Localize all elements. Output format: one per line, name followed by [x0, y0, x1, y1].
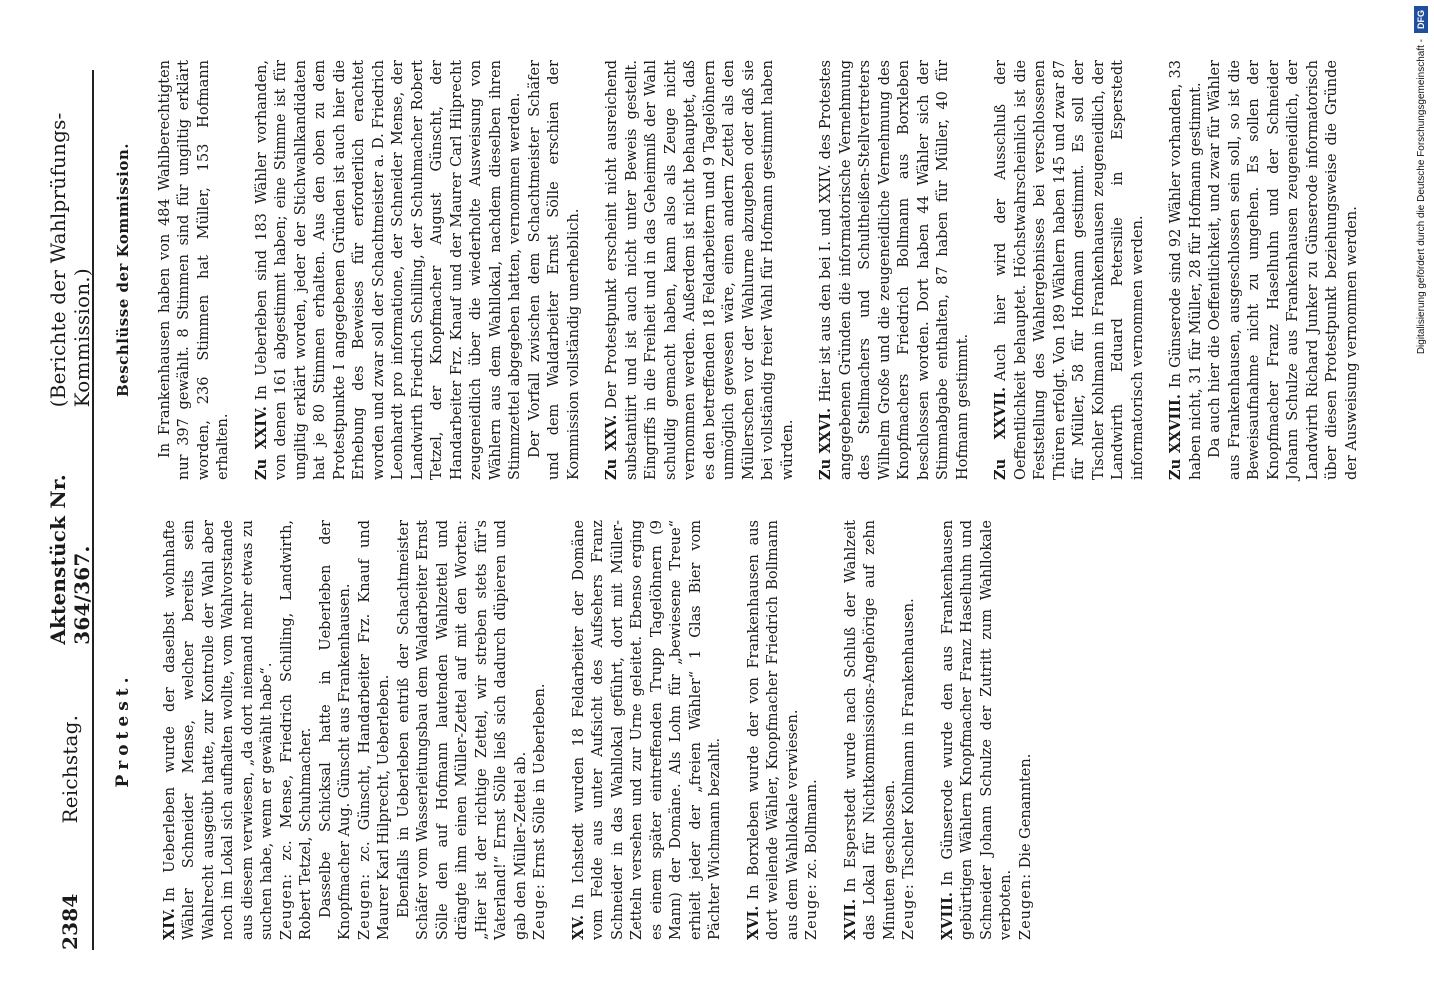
- entry-number: Zu XXV.: [603, 414, 620, 480]
- entry-text: Hier ist aus den bei I. und XXIV. des Protestes angegebenen Gründen die informatorische Vernehmung des Stellmachers und Schultheißen-Stellvertreters Wilhelm Große und die zeugeneidliche Vernehmung des Knopfmachers Friedrich Bollmann aus Borxleben beschlossen worden. Dort haben 44 Wähler sich der Stimmabgabe enthalten, 87 haben für Müller, 40 für Hofmann gestimmt.: [818, 60, 971, 480]
- entry-text: Der Protestpunkt erscheint nicht ausreichend substantiirt und ist auch nicht unter Beweis gestellt. Eingriffs in die Freiheit und in das Geheimniß der Wahl schuldig gemacht haben, kann also als Zeuge nicht vernommen werden. Außerdem ist nicht behauptet, daß es den betreffenden 18 Feldarbeitern und 9 Tagelöhnern unmöglich gewesen wäre, einen andern Zettel als den Müllerschen vor der Wahlurne abzugeben oder daß sie bei vollständig freier Wahl für Hofmann gestimmt haben würden.: [604, 60, 796, 480]
- entry-text: Ebenfalls in Ueberleben entriß der Schachtmeister Schäfer vom Wasserleitungsbau dem Waldarbeiter Ernst Sölle den auf Hofmann lautenden Wahlzettel und drängte ihm einen Müller-Zettel auf mit den Worten: „Hier ist der richtige Zettel, wir streben stets für's Vaterland!“ Ernst Sölle ließ sich dadurch düpieren und gab den Müller-Zettel ab.: [395, 520, 529, 940]
- commission-column: [110, 60, 1380, 480]
- entry-number: XIV.: [160, 908, 178, 940]
- witness-text: Ernst Sölle in Ueberleben.: [532, 683, 548, 879]
- document-number: Aktenstück Nr. 364/367.: [46, 474, 94, 645]
- commission-entry-xxvii: [991, 60, 1148, 480]
- commission-entry-xxiv: [252, 60, 585, 480]
- entry-number: XVI.: [744, 905, 762, 940]
- dfg-attribution: [1412, 6, 1430, 986]
- witness-label: Zeugen:: [356, 872, 373, 940]
- entry-number: XVIII.: [938, 892, 956, 940]
- entry-text: Auch hier wird der Ausschluß der Oeffentlichkeit behauptet. Höchstwahrscheinlich ist die Feststellung des Wahlergebnisses bei verschlossenen Thüren erfolgt. Von 189 Wählern haben 145 und zwar 87 für Müller, 58 für Hofmann gestimmt. Es soll der Tischler Kohlmann in Frankenhausen zeugeneidlich, der Landwirth Eduard Petersilie in Esperstedt informatorisch vernommen werden.: [993, 59, 1146, 480]
- witness-text: zc. Günscht, Handarbeiter Frz. Knauf und Maurer Karl Hilprecht, Ueberleben.: [356, 519, 392, 940]
- page-number: 2384: [58, 893, 82, 950]
- entry-text: In Esperstedt wurde nach Schluß der Wahlzeit das Lokal für Nichtkommissions-Angehörige auf zehn Minuten geschlossen.: [842, 520, 898, 940]
- protest-entry-xviii: [938, 520, 1037, 940]
- entry-text: In Günserode wurde den aus Frankenhausen gebürtigen Wählern Knopfmacher Franz Haselhuhn und Schneider Johann Schulze der Zutritt zum Wahllokale verboten.: [939, 520, 1014, 940]
- attribution-text: Digitalisierung gefördert durch die Deutsche Forschungsgemeinschaft -: [1415, 39, 1427, 355]
- witness-label: Zeuge:: [532, 883, 548, 940]
- witness-label: Zeugen:: [278, 872, 295, 940]
- protest-entry-xvii: [841, 520, 920, 940]
- protest-title: Protest.: [113, 672, 133, 788]
- entry-text: In Günserode sind 92 Wähler vorhanden, 33 haben nicht, 31 für Müller, 28 für Hofmann gestimmt.: [1168, 59, 1204, 480]
- header-rule: [92, 70, 94, 950]
- commission-intro: [156, 60, 234, 480]
- protest-entry-xiv: [160, 520, 551, 940]
- entry-text: In Ichstedt wurden 18 Feldarbeiter der Domäne vom Felde aus unter Aufsicht des Aufsehers Franz Schneider in das Wahllokal geführt, dort mit Müller-Zetteln versehen und zur Urne geleitet. Ebenso erging es einem später eintreffenden Trupp Tagelöhnern (9 Mann) der Domäne. Als Lohn für „bewiesene Treue“ erhielt jeder der „freien Wähler“ 1 Glas Bier vom Pächter Wichmann bezahlt.: [570, 520, 723, 940]
- publication-name: Reichstag.: [58, 714, 82, 824]
- witness-label: Zeugen:: [1017, 872, 1034, 940]
- entry-text: Der Vorfall zwischen dem Schachtmeister Schäfer und dem Waldarbeiter Ernst Sölle erschien der Kommission vollständig unerheblich.: [526, 60, 582, 480]
- witness-label: Zeuge:: [901, 883, 917, 940]
- witness-label: Zeuge:: [804, 883, 820, 940]
- entry-number: XVII.: [841, 898, 859, 940]
- witness-text: zc. Mense, Friedrich Schilling, Landwirth, Robert Tetzel, Schuhmacher.: [278, 519, 314, 940]
- commission-title: Beschlüsse der Kommission.: [114, 143, 132, 397]
- entry-text: Dasselbe Schicksal hatte in Ueberleben der Knopfmacher Aug. Günscht aus Frankenhausen.: [317, 520, 353, 940]
- protest-column: [110, 520, 1054, 940]
- entry-text: In Frankenhausen haben von 484 Wahlberechtigten nur 397 gewählt. 8 Stimmen sind für ungiltig erklärt worden, 236 Stimmen hat Müller, 153 Hofmann erhalten.: [156, 60, 231, 480]
- entry-number: XV.: [569, 914, 587, 940]
- running-head: [46, 70, 94, 950]
- witness-text: Tischler Kohlmann in Frankenhausen.: [901, 598, 917, 879]
- entry-text: Da auch hier die Oeffentlichkeit, und zwar für Wähler aus Frankenhausen, ausgeschlossen sein soll, so ist die Beweisaufnahme nicht zu umgehen. Es sollen der Knopfmacher Franz Haselhuhn und der Schneider Johann Schulze aus Frankenhausen zeugeneidlich, der Landwirth Richard Junker zu Günserode informatorisch über diesen Protestpunkt beziehungsweise die Gründe der Ausweisung vernommen werden.: [1207, 60, 1360, 480]
- dfg-logo: DFG: [1414, 6, 1428, 33]
- commission-entry-xxv: [602, 60, 798, 480]
- entry-number: Zu XXIV.: [252, 406, 270, 480]
- entry-text: In Ueberleben sind 183 Wähler vorhanden, von denen 161 abgestimmt haben; eine Stimme ist für ungiltig erklärt worden, jeder der Stichwahlkandidaten hat je 80 Stimmen erhalten. Aus den oben zu dem Protestpunkte I angegebenen Gründen ist auch hier die Erhebung des Beweises für erforderlich erachtet worden und zwar soll der Schachtmeister a. D. Friedrich Leonhardt pro informatione, der Schneider Mense, der Landwirth Friedrich Schilling, der Schuhmacher Robert Tetzel, der Knopfmacher August Günscht, der Handarbeiter Frz. Knauf und der Maurer Carl Hilprecht zeugeneidlich über die wiederholte Ausweisung von Wählern aus dem Wahllokal, nachdem dieselben ihren Stimmzettel abgegeben hatten, vernommen werden.: [253, 60, 523, 480]
- entry-number: Zu XXVIII.: [1167, 394, 1184, 480]
- entry-text: In Borxleben wurde der von Frankenhausen aus dort weilende Wähler, Knopfmacher Friedrich Bollmann aus dem Wahllokale verwiesen.: [745, 520, 801, 940]
- protest-entry-xvi: [744, 520, 823, 940]
- witness-text: Die Genannten.: [1017, 753, 1034, 869]
- entry-number: Zu XXVI.: [817, 407, 834, 480]
- entry-text: In Ueberleben wurde der daselbst wohnhafte Wähler Schneider Mense, welcher bereits sein Wahlrecht ausgeübt hatte, zur Kontrolle der Wahl aber noch im Lokal sich aufhalten wollte, vom Wahlvorstande aus diesem verwiesen, „da dort niemand mehr etwas zu suchen habe, wenn er gewählt habe“.: [161, 520, 275, 940]
- commission-entry-xxviii: [1166, 60, 1362, 480]
- protest-entry-xv: [569, 520, 726, 940]
- document-description: (Berichte der Wahlprüfungs-Kommission.): [46, 112, 94, 408]
- witness-text: zc. Bollmann.: [804, 779, 820, 879]
- entry-number: Zu XXVII.: [992, 386, 1009, 480]
- commission-entry-xxvi: [816, 60, 973, 480]
